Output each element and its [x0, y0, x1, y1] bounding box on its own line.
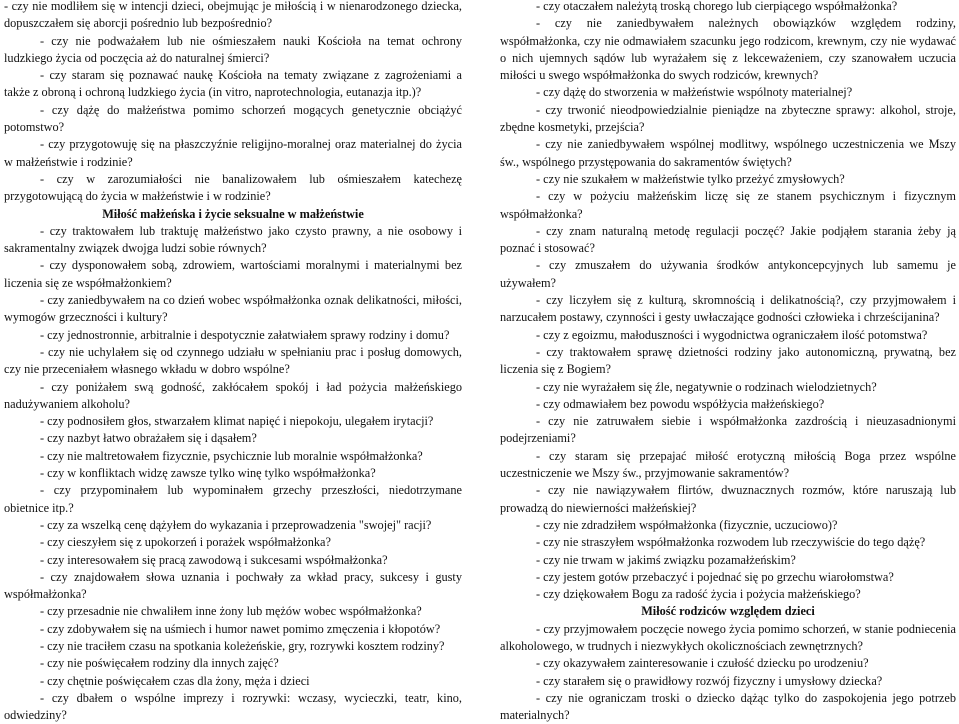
- paragraph: - czy zaniedbywałem na co dzień wobec współmałżonka oznak delikatności, miłości, wymogów grzeczności i kultury?: [4, 293, 462, 325]
- paragraph: - czy przesadnie nie chwaliłem inne żony lub mężów wobec współmałżonka?: [40, 604, 422, 619]
- paragraph: - czy nie modliłem się w intencji dzieci, obejmując je miłością i w nienarodzonego dziecka, dopuszczałem się aborcji pośrednio lub bezpośrednio?: [4, 0, 462, 31]
- paragraph: - czy jestem gotów przebaczyć i pojednać się po grzechu wiarołomstwa?: [536, 569, 894, 584]
- left-column: [4, 0, 462, 724]
- paragraph: - czy nie zatruwałem siebie i współmałżonka zazdrością i nieuzasadnionymi podejrzeniami?: [500, 414, 956, 446]
- paragraph: - czy zdobywałem się na uśmiech i humor nawet pomimo zmęczenia i kłopotów?: [40, 621, 441, 636]
- section-heading: Miłość rodziców względem dzieci: [641, 604, 815, 619]
- paragraph: - czy nie zaniedbywałem należnych obowiązków względem rodziny, współmałżonka, czy nie odmawiałem szacunku jego rodzicom, krewnym, czy nie wydawać o nich ujemnych sądów lub wyrażałem się z lekceważeniem, czy szanowałem uczucia miłości u swego współmałżonka do swych rodziców, krewnych?: [500, 16, 956, 83]
- paragraph: - czy chętnie poświęcałem czas dla żony, męża i dzieci: [40, 673, 310, 688]
- paragraph: - czy w zarozumiałości nie banalizowałem lub ośmieszałem katechezę przygotowującą do życia w małżeństwie i w rodzinie?: [4, 171, 462, 204]
- section-heading: Miłość małżeńska i życie seksualne w małżeństwie: [102, 206, 364, 221]
- paragraph: - czy starałem się o prawidłowy rozwój fizyczny i umysłowy dziecka?: [536, 673, 883, 688]
- paragraph: - czy staram się poznawać naukę Kościoła na tematy związane z zagrożeniami a także z obroną i ochroną ludzkiego życia (in vitro, naprotechnologia, eutanazja itp.)?: [4, 68, 462, 100]
- paragraph: - czy znajdowałem słowa uznania i pochwały za wkład pracy, sukcesy i gusty współmałżonka?: [4, 569, 462, 602]
- paragraph: - czy z egoizmu, małoduszności i wygodnictwa ograniczałem ilość potomstwa?: [536, 327, 928, 342]
- paragraph: - czy nie zdradziłem współmałżonka (fizycznie, uczuciowo)?: [536, 517, 838, 532]
- paragraph: - czy nie ograniczam troski o dziecko dążąc tylko do zaspokojenia jego potrzeb materialnych?: [500, 690, 956, 723]
- right-column: [500, 0, 956, 724]
- paragraph: - czy staram się przepajać miłość erotyczną miłością Boga przez wspólne uczestniczenie we Mszy św., przyjmowanie sakramentów?: [500, 448, 956, 481]
- paragraph: - czy dziękowałem Bogu za radość życia i pożycia małżeńskiego?: [536, 587, 861, 602]
- paragraph: - czy poniżałem swą godność, zakłócałem spokój i ład pożycia małżeńskiego nadużywaniem alkoholu?: [4, 379, 462, 411]
- paragraph: - czy jednostronnie, arbitralnie i despotycznie załatwiałem sprawy rodziny i domu?: [40, 327, 450, 342]
- paragraph: - czy przypominałem lub wypominałem grzechy przeszłości, niedotrzymane obietnice itp.?: [4, 483, 462, 515]
- paragraph: - czy nazbyt łatwo obrażałem się i dąsałem?: [40, 431, 257, 446]
- paragraph: - czy w pożyciu małżeńskim liczę się ze stanem psychicznym i fizycznym współmałżonka?: [500, 189, 956, 221]
- paragraph: - czy nie trwam w jakimś związku pozamałżeńskim?: [536, 552, 796, 567]
- paragraph: - czy nie maltretowałem fizycznie, psychicznie lub moralnie współmałżonka?: [40, 448, 423, 463]
- paragraph: - czy nie wyrażałem się źle, negatywnie o rodzinach wielodzietnych?: [536, 379, 877, 394]
- paragraph: - czy nie uchylałem się od czynnego udziału w spełnianiu prac i posług domowych, czy nie przeceniałem własnego wkładu w dobro wspólne?: [4, 344, 462, 377]
- paragraph: - czy dbałem o wspólne imprezy i rozrywki: wczasy, wycieczki, teatr, kino, odwiedziny?: [4, 690, 462, 723]
- paragraph: - czy cieszyłem się z upokorzeń i porażek współmałżonka?: [40, 535, 331, 550]
- paragraph: - czy nie poświęcałem rodziny dla innych zajęć?: [40, 656, 279, 671]
- paragraph: - czy przyjmowałem poczęcie nowego życia pomimo schorzeń, w stanie podniecenia alkoholowego, w trudnych i niezwykłych okolicznościach zewnętrznych?: [500, 621, 956, 653]
- paragraph: - czy interesowałem się pracą zawodową i sukcesami współmałżonka?: [40, 552, 388, 567]
- paragraph: - czy znam naturalną metodę regulacji poczęć? Jakie podjąłem starania żeby ją poznać i stosować?: [500, 223, 956, 256]
- paragraph: - czy nie szukałem w małżeństwie tylko przeżyć zmysłowych?: [536, 171, 845, 186]
- paragraph: - czy otaczałem należytą troską chorego lub cierpiącego współmałżonka?: [536, 0, 898, 13]
- paragraph: - czy za wszelką cenę dążyłem do wykazania i przeprowadzenia "swojej" racji?: [40, 517, 432, 532]
- paragraph: - czy traktowałem lub traktuję małżeństwo jako czysto prawny, a nie osobowy i sakramentalny związek dwojga ludzi sobie równych?: [4, 223, 462, 256]
- paragraph: - czy dysponowałem sobą, zdrowiem, wartościami moralnymi i materialnymi bez liczenia się ze współmałżonkiem?: [4, 258, 462, 290]
- paragraph: - czy traktowałem sprawę dzietności rodziny jako autonomiczną, prywatną, bez liczenia się z Bogiem?: [500, 344, 956, 377]
- paragraph: - czy odmawiałem bez powodu współżycia małżeńskiego?: [536, 396, 825, 411]
- paragraph: - czy okazywałem zainteresowanie i czułość dziecku po urodzeniu?: [536, 656, 869, 671]
- paragraph: - czy liczyłem się z kulturą, skromnością i delikatnością?, czy przyjmowałem i narzucałem postawy, czynności i gesty uwłaczające godności człowieka i chrześcijanina?: [500, 293, 956, 325]
- paragraph: - czy nie straszyłem współmałżonka rozwodem lub rzeczywiście do tego dążę?: [536, 535, 926, 550]
- paragraph: - czy nie zaniedbywałem wspólnej modlitwy, wspólnego uczestniczenia we Mszy św., wspólnego przystępowania do sakramentów świętych?: [500, 137, 956, 169]
- paragraph: - czy trwonić nieodpowiedzialnie pieniądze na zbyteczne sprawy: alkohol, stroje, zbędne kosmetyki, przejścia?: [500, 102, 956, 135]
- paragraph: - czy w konfliktach widzę zawsze tylko winę tylko współmałżonka?: [40, 466, 376, 481]
- paragraph: - czy nie podważałem lub nie ośmieszałem nauki Kościoła na temat ochrony ludzkiego życia od poczęcia aż do naturalnej śmierci?: [4, 33, 462, 65]
- paragraph: - czy przygotowuję się na płaszczyźnie religijno-moralnej oraz materialnej do życia w małżeństwie i rodzinie?: [4, 137, 462, 169]
- paragraph: - czy podnosiłem głos, stwarzałem klimat napięć i niepokoju, ulegałem irytacji?: [40, 414, 434, 429]
- paragraph: - czy nie traciłem czasu na spotkania koleżeńskie, gry, rozrywki kosztem rodziny?: [40, 638, 445, 653]
- paragraph: - czy zmuszałem do używania środków antykoncepcyjnych lub samemu je używałem?: [500, 258, 956, 290]
- paragraph: - czy dążę do małżeństwa pomimo schorzeń mogących genetycznie obciążyć potomstwo?: [4, 102, 462, 135]
- paragraph: - czy nie nawiązywałem flirtów, dwuznacznych rozmów, które naruszają lub prowadzą do niewierności małżeńskiej?: [500, 483, 956, 515]
- paragraph: - czy dążę do stworzenia w małżeństwie wspólnoty materialnej?: [536, 85, 853, 100]
